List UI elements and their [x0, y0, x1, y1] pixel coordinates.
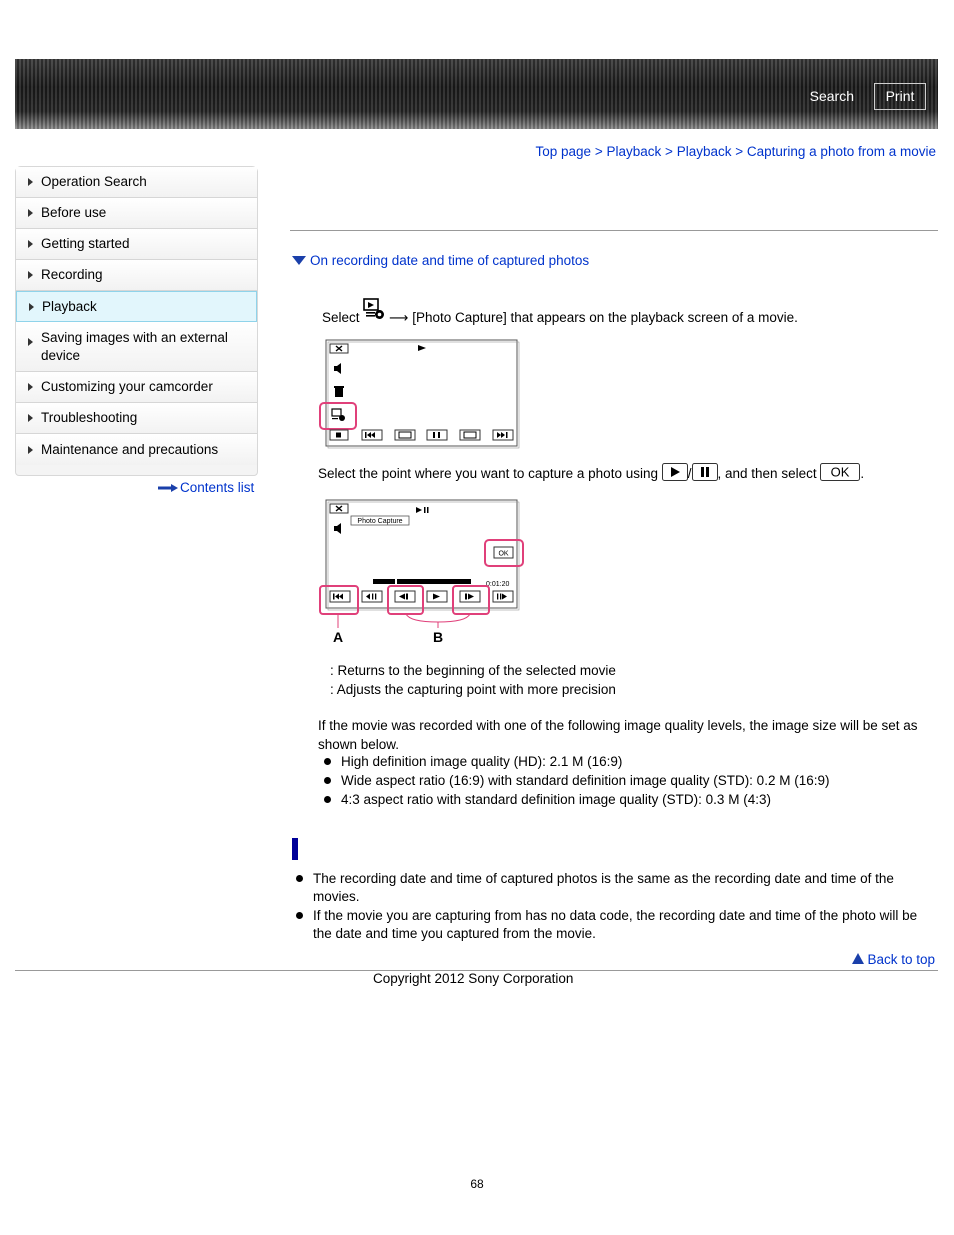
sidebar-item-before-use[interactable]	[16, 198, 257, 229]
contents-arrow-icon	[158, 484, 178, 492]
step-2-then: , and then select	[717, 466, 817, 481]
contents-list-link[interactable]	[158, 480, 254, 495]
playback-screen-figure	[318, 338, 522, 450]
sidebar-item-label: Recording	[41, 267, 103, 282]
step-2-instruction: Select the point where you want to capture a photo using	[318, 466, 658, 481]
back-to-top-label[interactable]: Back to top	[867, 952, 935, 967]
page-number: 68	[470, 1177, 484, 1191]
breadcrumb-playback-sub[interactable]: Playback	[676, 144, 732, 159]
sidebar-item-label: Troubleshooting	[41, 410, 138, 425]
sidebar-item-operation-search[interactable]	[16, 167, 257, 198]
sidebar-item-label: Getting started	[41, 236, 130, 251]
photo-capture-screen-figure	[318, 498, 528, 648]
fig-photo-capture-label: Photo Capture	[357, 518, 403, 525]
anchor-link-label[interactable]: On recording date and time of captured photos	[310, 253, 590, 268]
breadcrumb-separator: >	[665, 144, 673, 159]
print-button[interactable]: Print	[874, 83, 926, 110]
play-icon	[662, 463, 688, 481]
step-1-select: Select	[322, 310, 360, 325]
sidebar-item-maintenance[interactable]	[16, 434, 257, 465]
sidebar-item-recording[interactable]	[16, 260, 257, 291]
step-2-period: .	[860, 466, 865, 481]
triangle-right-icon	[28, 446, 33, 454]
sidebar-item-customizing[interactable]	[16, 372, 257, 403]
arrow-right-icon: ⟶	[389, 310, 409, 325]
ok-icon	[820, 463, 860, 481]
breadcrumb	[536, 144, 937, 159]
header-banner	[15, 59, 938, 129]
breadcrumb-playback[interactable]: Playback	[606, 144, 662, 159]
section-heading-bar	[292, 838, 298, 860]
up-triangle-icon	[852, 953, 864, 964]
sidebar-item-label: Before use	[41, 205, 107, 220]
sidebar-item-getting-started[interactable]	[16, 229, 257, 260]
down-triangle-icon	[292, 256, 306, 265]
contents-list-label[interactable]: Contents list	[180, 480, 255, 495]
breadcrumb-current[interactable]: Capturing a photo from a movie	[746, 144, 936, 159]
sidebar-item-label: Playback	[42, 298, 97, 314]
list-item: High definition image quality (HD): 2.1 M (16:9)	[322, 752, 829, 771]
search-link[interactable]: Search	[809, 88, 854, 104]
anchor-link-recording-date[interactable]	[292, 253, 589, 268]
fig-ok-label: OK	[498, 550, 509, 558]
recording-date-notes	[294, 870, 934, 944]
breadcrumb-separator: >	[735, 144, 744, 159]
image-quality-list	[322, 752, 829, 809]
triangle-right-icon	[28, 178, 33, 186]
pause-icon	[692, 463, 718, 481]
figure-legend	[330, 661, 616, 699]
legend-item-a: : Returns to the beginning of the selected movie	[330, 663, 616, 678]
photo-capture-icon	[363, 298, 385, 320]
copyright-text: Copyright 2012 Sony Corporation	[373, 971, 574, 986]
fig-time-label: 0:01:20	[486, 581, 510, 588]
triangle-right-icon	[28, 271, 33, 279]
step-1-text	[322, 298, 798, 328]
sidebar-item-label: Operation Search	[41, 174, 147, 189]
list-item: 4:3 aspect ratio with standard definition image quality (STD): 0.3 M (4:3)	[322, 790, 829, 809]
breadcrumb-top-page[interactable]: Top page	[535, 144, 592, 159]
sidebar-item-label: Customizing your camcorder	[41, 379, 213, 394]
step-2-text	[318, 463, 864, 484]
sidebar-item-troubleshooting[interactable]	[16, 403, 257, 434]
sidebar-item-saving-images[interactable]	[16, 322, 257, 372]
image-size-paragraph: If the movie was recorded with one of the following image quality levels, the image size will be set as shown below.	[318, 718, 918, 752]
triangle-right-icon	[29, 303, 34, 311]
sidebar-item-playback[interactable]	[16, 291, 257, 322]
list-item: Wide aspect ratio (16:9) with standard definition image quality (STD): 0.2 M (16:9)	[322, 771, 829, 790]
breadcrumb-separator: >	[594, 144, 603, 159]
sidebar-item-label: Maintenance and precautions	[41, 441, 219, 457]
step-1-instruction: [Photo Capture] that appears on the playback screen of a movie.	[412, 310, 798, 325]
triangle-right-icon	[28, 414, 33, 422]
sidebar-item-label: Saving images with an external device	[41, 329, 228, 363]
fig-marker-a: A	[332, 629, 344, 645]
fig-marker-b: B	[432, 629, 444, 645]
triangle-right-icon	[28, 240, 33, 248]
title-divider	[290, 230, 938, 231]
triangle-right-icon	[28, 338, 33, 346]
list-item: If the movie you are capturing from has no data code, the recording date and time of the photo will be the date and time you captured from the movie.	[294, 907, 934, 943]
step-2-slash: /	[687, 466, 692, 481]
sidebar-nav	[15, 166, 258, 476]
triangle-right-icon	[28, 209, 33, 217]
list-item: The recording date and time of captured photos is the same as the recording date and time of the movies.	[294, 870, 934, 906]
back-to-top-link[interactable]	[852, 952, 935, 967]
triangle-right-icon	[28, 383, 33, 391]
legend-item-b: : Adjusts the capturing point with more precision	[330, 682, 616, 697]
svg-text:OK: OK	[830, 464, 850, 480]
